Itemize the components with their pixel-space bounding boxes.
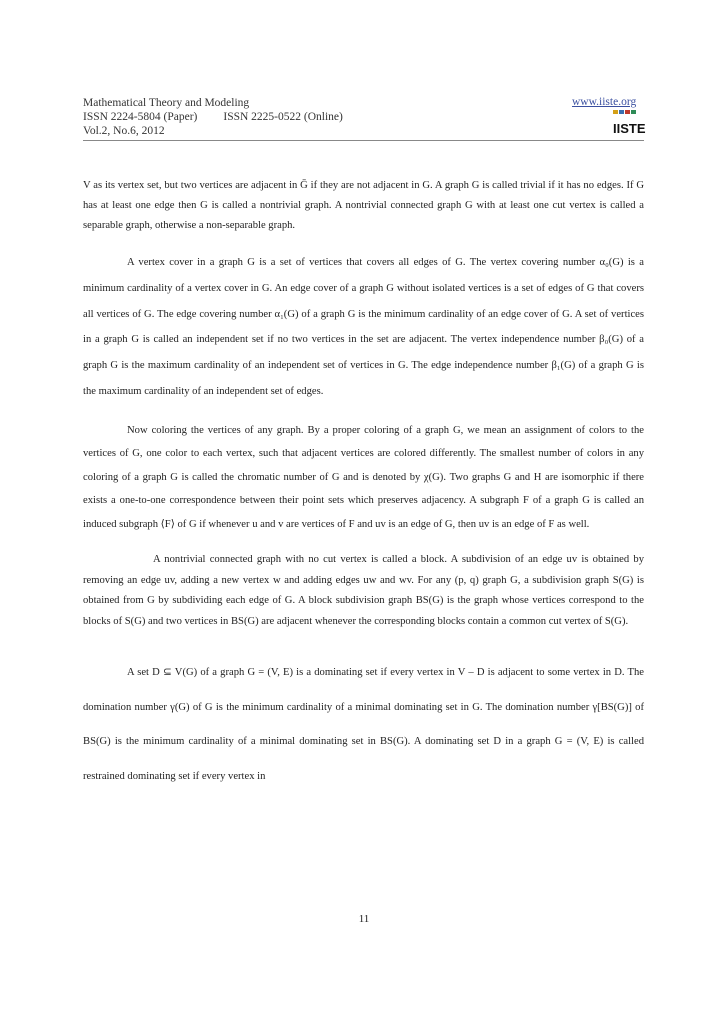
- website-link[interactable]: www.iiste.org: [572, 96, 637, 108]
- issn-online: ISSN 2225-0522 (Online): [223, 111, 343, 123]
- svg-text:IISTE: IISTE: [613, 121, 646, 136]
- issn-print: ISSN 2224-5804 (Paper): [83, 111, 198, 123]
- paragraph-2: A vertex cover in a graph G is a set of vertices that covers all edges of G. The vertex covering number α₀(G) is a minimum cardinality of a vertex cover in G. An edge cover of a graph G without isolated vertices is a set of edges of G that covers all vertices of G. The edge covering number α₁(G) of a graph G is the minimum cardinality of an edge cover of G. A set of vertices in a graph G is called an independent set if no two vertices in the set are adjacent. The vertex independence number β₀(G) of a graph G is the maximum cardinality of an independent set of vertices in G. The edge independence number β₁(G) of a graph G is the maximum cardinality of an independent set of edges.: [83, 257, 644, 397]
- volume-info: Vol.2, No.6, 2012: [83, 125, 165, 137]
- page-number: 11: [358, 913, 370, 925]
- paragraph-1: V as its vertex set, but two vertices are adjacent in Ḡ if they are not adjacent in G. A graph G is called trivial if it has no edges. If G has at least one edge then G is called a nontrivial graph. A nontrivial connected graph G with at least one cut vertex is called a separable graph, otherwise a non-separable graph.: [83, 180, 644, 231]
- journal-header: [83, 96, 343, 138]
- body-text: [83, 176, 644, 794]
- header-rule: [83, 140, 644, 141]
- journal-title: Mathematical Theory and Modeling: [83, 97, 250, 109]
- paragraph-3: Now coloring the vertices of any graph. By a proper coloring of a graph G, we mean an assignment of colors to the vertices of G, one color to each vertex, such that adjacent vertices are colored differently. The smallest number of colors in any coloring of a graph G is called the chromatic number of G and is denoted by χ(G). Two graphs G and H are isomorphic if there exists a one-to-one correspondence between their point sets which preserves adjacency. A subgraph F of a graph G is called an induced subgraph ⟨F⟩ of G if whenever u and v are vertices of F and uv is an edge of G, then uv is an edge of F as well.: [83, 424, 644, 530]
- paragraph-5: A set D ⊆ V(G) of a graph G = (V, E) is a dominating set if every vertex in V – D is adjacent to some vertex in D. The domination number γ(G) of G is the minimum cardinality of a minimal dominating set in G. The domination number γ[BS(G)] of BS(G) is the minimum cardinality of a minimal dominating set in BS(G). A dominating set D in a graph G = (V, E) is called restrained dominating set if every vertex in: [83, 667, 644, 782]
- issn-line: [83, 110, 343, 124]
- paragraph-4: A nontrivial connected graph with no cut vertex is called a block. A subdivision of an edge uv is obtained by removing an edge uv, adding a new vertex w and adding edges uw and wv. For any (p, q) graph G, a subdivision graph S(G) is obtained from G by subdividing each edge of G. A block subdivision graph BS(G) is the graph whose vertices correspond to the blocks of S(G) and two vertices in BS(G) are adjacent whenever the corresponding blocks contain a common cut vertex of S(G).: [83, 554, 644, 627]
- iiste-logo: [612, 109, 646, 137]
